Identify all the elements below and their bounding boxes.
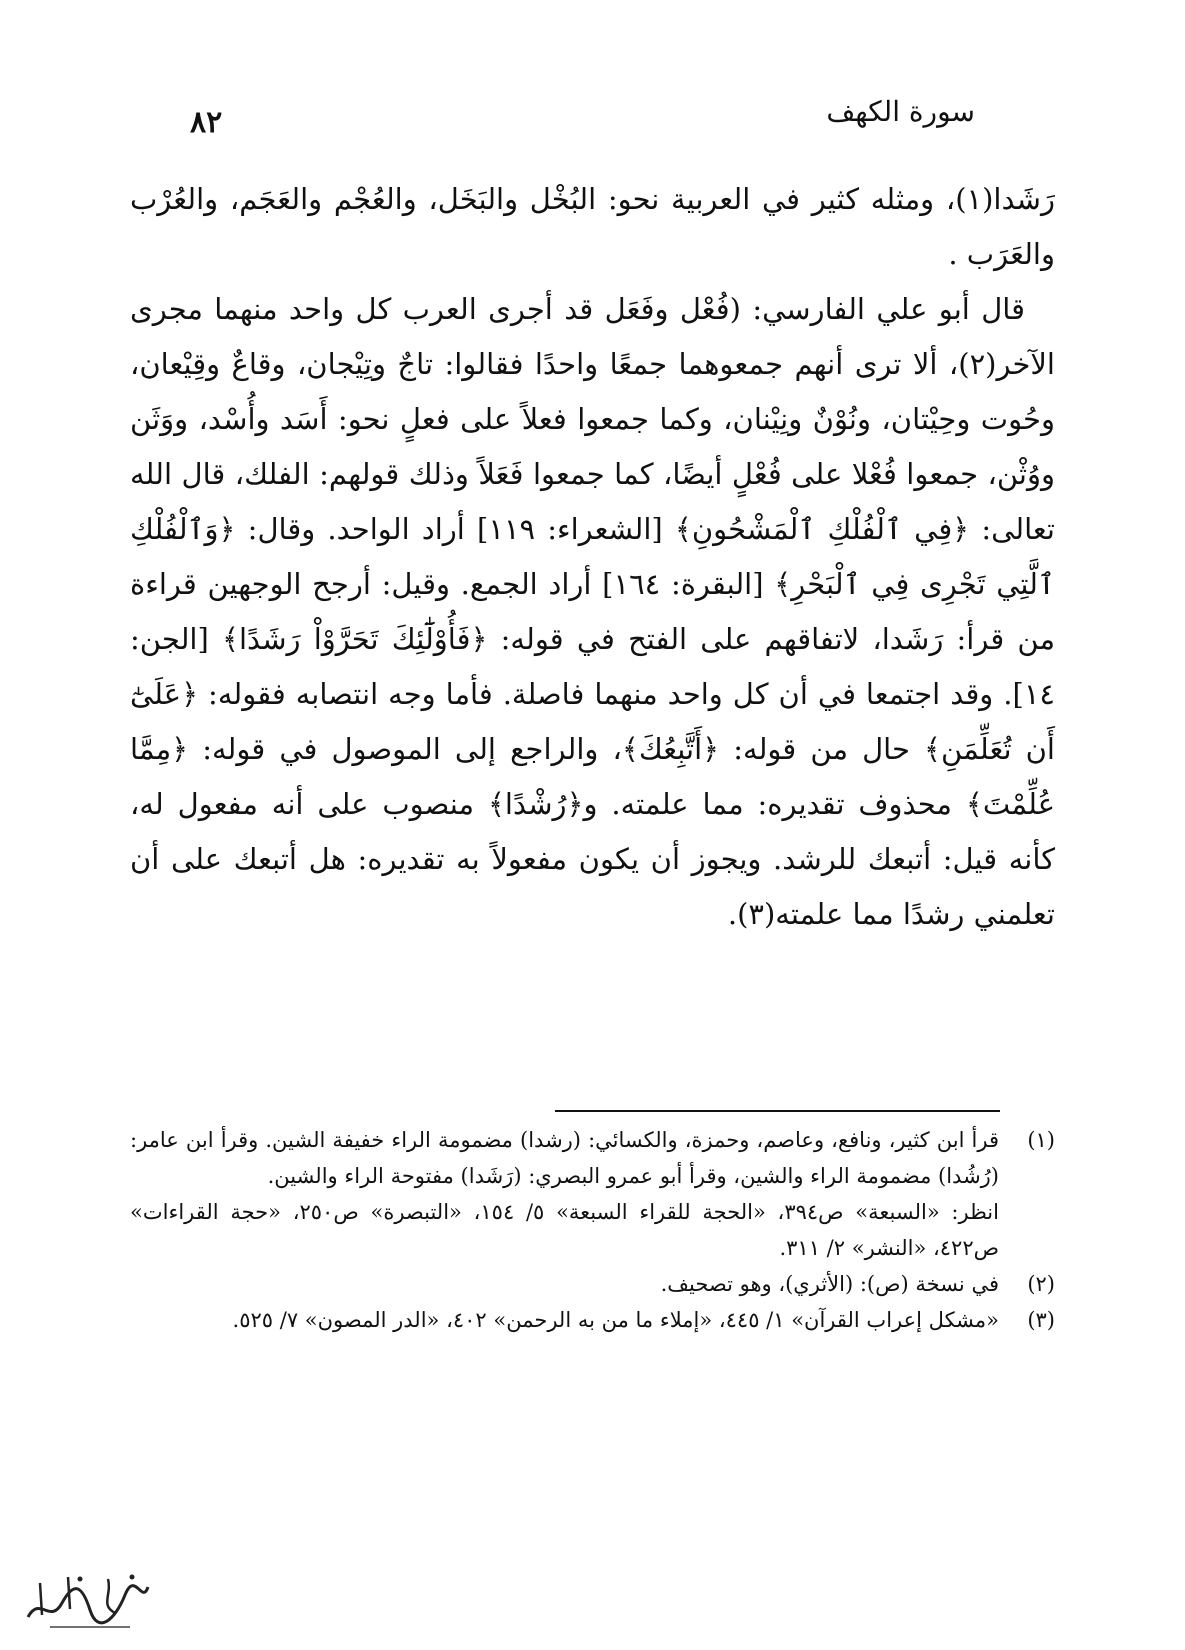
footnote-number: (١) xyxy=(1027,1128,1055,1152)
paragraph: رَشَدا(١)، ومثله كثير في العربية نحو: البُخْل والبَخَل، والعُجْم والعَجَم، والعُرْب والعَرَب . xyxy=(130,182,1055,271)
footnote-number: (٣) xyxy=(1027,1308,1055,1332)
page-header xyxy=(130,95,1055,145)
footnote-number: (٢) xyxy=(1027,1272,1055,1296)
main-text xyxy=(130,172,1055,942)
calligraphy-logo-icon xyxy=(20,1565,155,1635)
footnote xyxy=(130,1302,1055,1338)
footnote xyxy=(130,1266,1055,1302)
footnote-text: «مشكل إعراب القرآن» ١/ ٤٤٥، «إملاء ما من به الرحمن» ٤٠٢، «الدر المصون» ٧/ ٥٢٥. xyxy=(232,1308,999,1332)
footnote-divider xyxy=(555,1110,1000,1112)
footnote-text: قرأ ابن كثير، ونافع، وعاصم، وحمزة، والكسائي: (رشدا) مضمومة الراء خفيفة الشين. وقرأ ابن عامر: (رُشُدا) مضمومة الراء والشين، وقرأ أبو عمرو البصري: (رَشَدا) مفتوحة الراء والشين. xyxy=(130,1128,999,1188)
footnote-text: انظر: «السبعة» ص٣٩٤، «الحجة للقراء السبعة» ٥/ ١٥٤، «التبصرة» ص٢٥٠، «حجة القراءات» ص٤٢٢، «النشر» ٢/ ٣١١. xyxy=(130,1200,999,1260)
footnote xyxy=(130,1122,1055,1266)
running-title: سورة الكهف xyxy=(826,95,975,128)
footnotes xyxy=(130,1122,1055,1338)
footnote-text: في نسخة (ص): (الأثري)، وهو تصحيف. xyxy=(660,1272,999,1296)
page-number: ٨٢ xyxy=(190,105,223,140)
paragraph: قال أبو علي الفارسي: (فُعْل وفَعَل قد أجرى العرب كل واحد منهما مجرى الآخر(٢)، ألا ترى أنهم جمعوهما جمعًا واحدًا فقالوا: تاجٌ وتِيْجان، وقاعٌ وقِيْعان، وحُوت وحِيْتان، ونُوْنٌ ونِيْنان، وكما جمعوا فعلاً على فعلٍ نحو: أَسَد وأُسْد، ووَثَن ووُثْن، جمعوا فُعْلا على فُعْلٍ أيضًا، كما جمعوا فَعَلاً وذلك قولهم: الفلك، قال الله تعالى: ﴿فِي ٱلْفُلْكِ ٱلْمَشْحُونِ﴾ [الشعراء: ١١٩] أراد الواحد. وقال: ﴿وَٱلْفُلْكِ ٱلَّتِي تَجْرِى فِي ٱلْبَحْرِ﴾ [البقرة: ١٦٤] أراد الجمع. وقيل: أرجح الوجهين قراءة من قرأ: رَشَدا، لاتفاقهم على الفتح في قوله: ﴿فَأُوْلَٰٓئِكَ تَحَرَّوْاْ رَشَدًا﴾ [الجن: ١٤]. وقد اجتمعا في أن كل واحد منهما فاصلة. فأما وجه انتصابه فقوله: ﴿عَلَىٰٓ أَن تُعَلِّمَنِ﴾ حال من قوله: ﴿أَتَّبِعُكَ﴾، والراجع إلى الموصول في قوله: ﴿مِمَّا عُلِّمْتَ﴾ محذوف تقديره: مما علمته. و﴿رُشْدًا﴾ منصوب على أنه مفعول له، كأنه قيل: أتبعك للرشد. ويجوز أن يكون مفعولاً به تقديره: هل أتبعك على أن تعلمني رشدًا مما علمته(٣). xyxy=(130,292,1055,931)
